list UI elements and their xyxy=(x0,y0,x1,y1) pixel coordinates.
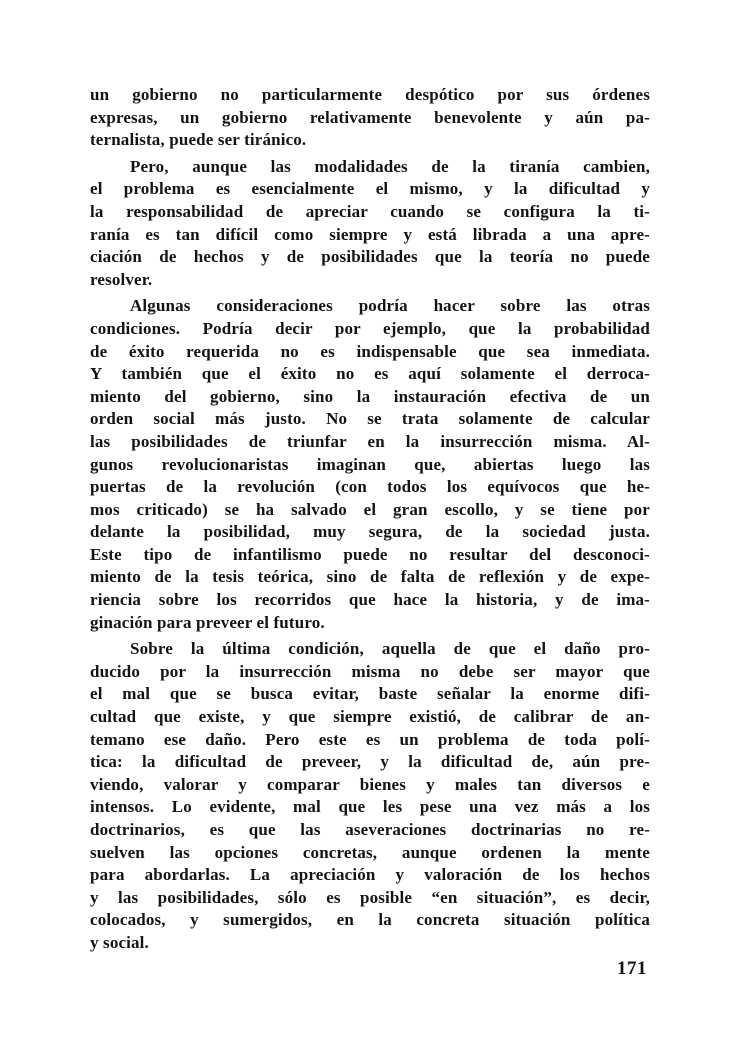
text-line: temano ese daño. Pero este es un problema de toda polí- xyxy=(90,729,650,749)
text-line: y social. xyxy=(90,932,149,952)
text-line: Sobre la última condición, aquella de que el daño pro- xyxy=(130,639,650,659)
text-line: intensos. Lo evidente, mal que les pese una vez más a los xyxy=(90,797,650,817)
body-text xyxy=(90,84,650,955)
text-line: resolver. xyxy=(90,269,153,289)
text-line: suelven las opciones concretas, aunque ordenen la mente xyxy=(90,842,650,862)
text-line: puertas de la revolución (con todos los equívocos que he- xyxy=(90,477,650,497)
text-line: riencia sobre los recorridos que hace la historia, y de ima- xyxy=(90,590,650,610)
text-line: expresas, un gobierno relativamente benevolente y aún pa- xyxy=(90,107,650,127)
text-line: el problema es esencialmente el mismo, y la dificultad y xyxy=(90,179,650,199)
text-line: Este tipo de infantilismo puede no resultar del desconoci- xyxy=(90,544,650,564)
text-line: condiciones. Podría decir por ejemplo, que la probabilidad xyxy=(90,318,650,338)
text-line: de éxito requerida no es indispensable que sea inmediata. xyxy=(90,341,650,361)
text-line: ginación para preveer el futuro. xyxy=(90,612,325,632)
text-line: el mal que se busca evitar, baste señalar la enorme difi- xyxy=(90,684,650,704)
paragraph xyxy=(90,156,650,292)
paragraph xyxy=(90,84,650,152)
text-line: delante la posibilidad, muy segura, de la sociedad justa. xyxy=(90,522,650,542)
text-line: ducido por la insurrección misma no debe ser mayor que xyxy=(90,661,650,681)
text-line: las posibilidades de triunfar en la insurrección misma. Al- xyxy=(90,431,650,451)
text-line: ternalista, puede ser tiránico. xyxy=(90,130,307,150)
text-line: miento de la tesis teórica, sino de falta de reflexión y de expe- xyxy=(90,567,650,587)
text-line: para abordarlas. La apreciación y valoración de los hechos xyxy=(90,865,650,885)
paragraph xyxy=(90,638,650,954)
text-line: ranía es tan difícil como siempre y está librada a una apre- xyxy=(90,224,650,244)
text-line: mos criticado) se ha salvado el gran escollo, y se tiene por xyxy=(90,499,650,519)
text-line: doctrinarios, es que las aseveraciones doctrinarias no re- xyxy=(90,820,650,839)
page-number: 171 xyxy=(617,958,647,979)
text-line: Pero, aunque las modalidades de la tiranía cambien, xyxy=(130,156,650,176)
text-line: cultad que existe, y que siempre existió, de calibrar de an- xyxy=(90,707,650,727)
text-line: viendo, valorar y comparar bienes y males tan diversos e xyxy=(90,774,650,794)
paragraph xyxy=(90,295,650,634)
text-line: orden social más justo. No se trata solamente de calcular xyxy=(90,409,650,429)
text-line: gunos revolucionaristas imaginan que, abiertas luego las xyxy=(90,454,650,474)
text-line: colocados, y sumergidos, en la concreta situación política xyxy=(90,910,650,930)
text-line: la responsabilidad de apreciar cuando se configura la ti- xyxy=(90,201,650,221)
text-line: un gobierno no particularmente despótico por sus órdenes xyxy=(90,85,650,104)
text-line: tica: la dificultad de preveer, y la dificultad de, aún pre- xyxy=(90,752,650,772)
text-line: ciación de hechos y de posibilidades que la teoría no puede xyxy=(90,247,650,267)
text-line: Y también que el éxito no es aquí solamente el derroca- xyxy=(90,364,650,384)
text-line: miento del gobierno, sino la instauración efectiva de un xyxy=(90,386,650,406)
text-line: Algunas consideraciones podría hacer sobre las otras xyxy=(130,296,650,316)
text-line: y las posibilidades, sólo es posible “en situación”, es decir, xyxy=(90,887,650,907)
